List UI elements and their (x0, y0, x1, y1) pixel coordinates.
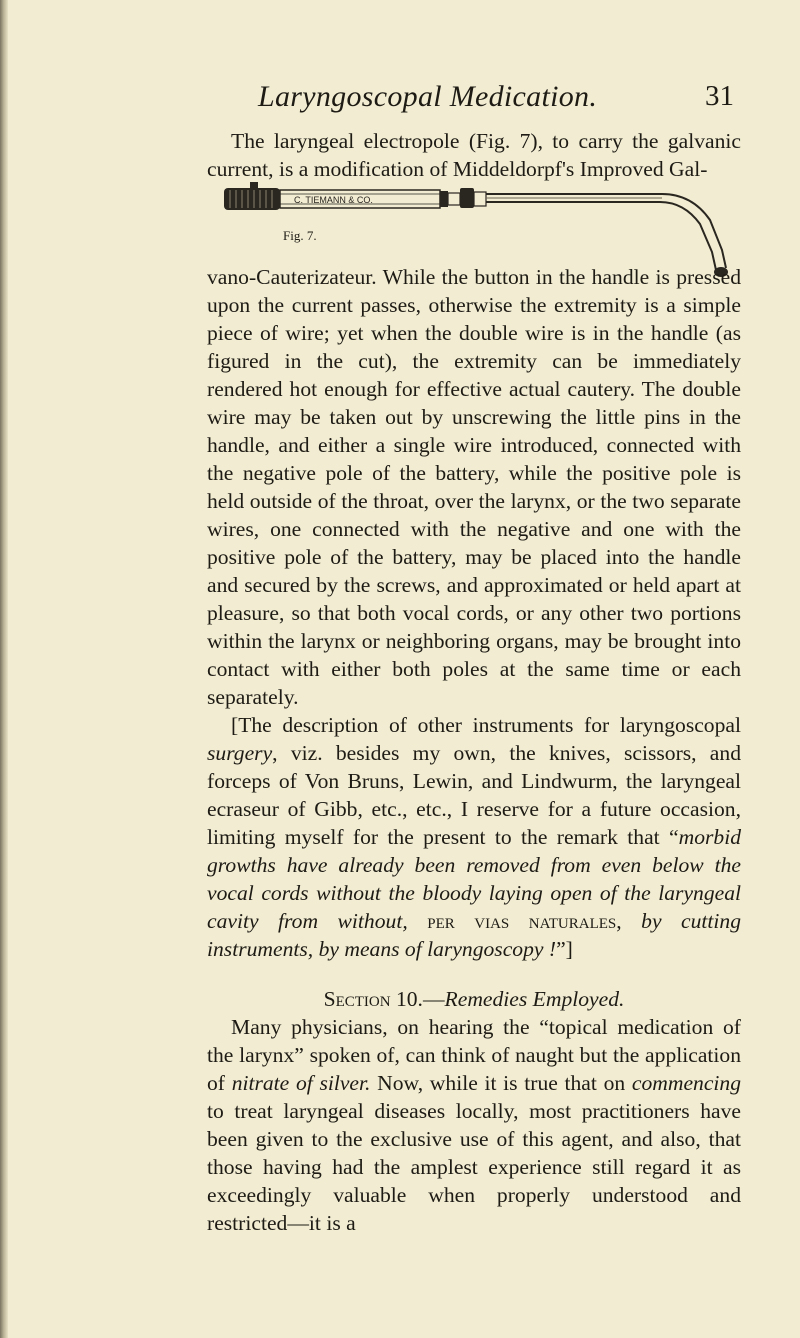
text-block-top (207, 127, 741, 183)
binding-edge (0, 0, 8, 1338)
handle-button (250, 182, 258, 189)
page-header (0, 80, 800, 120)
running-title: Laryngoscopal Medication. (258, 80, 598, 113)
section-label: Section 10. (323, 987, 423, 1011)
paragraph-intro: The laryngeal electropole (Fig. 7), to carry the galvanic current, is a modification of Middeldorpf's Improved Gal- (207, 129, 741, 181)
paragraph-cauterizateur: vano-Cauterizateur. While the button in the handle is pressed upon the current passes, otherwise the extremity is a simple piece of wire; yet when the double wire is in the handle (as figured in the cut), the extremity can be immediately rendered hot enough for effective actual cautery. The double wire may be taken out by unscrewing the little pins in the handle, and either a single wire introduced, connected with the negative pole of the battery, while the positive pole is held outside of the throat, over the larynx, or the two separate wires, one connected with the negative and one with the positive pole of the battery, may be placed into the handle and secured by the screws, and approximated or held apart at pleasure, so that both vocal cords, or any other two portions within the larynx or neighboring organs, may be brought into contact with either both poles at the same time or each separately. (207, 265, 741, 709)
paragraph-instruments: [The description of other instruments for laryngoscopal surgery, viz. besides my own, the knives, scissors, and forceps of Von Bruns, Lewin, and Lindwurm, the laryngeal ecraseur of Gibb, etc., etc., I reserve for a future occasion, limiting myself for the present to the remark that “morbid growths have already been removed from even below the vocal cords without the bloody laying open of the laryngeal cavity from without, per vias naturales, by cutting instruments, by means of laryngoscopy !”] (207, 713, 741, 961)
section-title: Remedies Employed. (444, 987, 625, 1011)
text-block-main (207, 263, 741, 1237)
wire-upper (486, 194, 726, 268)
maker-engraving: C. TIEMANN & CO. (294, 195, 373, 205)
paragraph-remedies: Many physicians, on hearing the “topical medication of the larynx” spoken of, can think of naught but the application of nitrate of silver. Now, while it is true that on commencing to treat laryngeal diseases locally, most practitioners have been given to the exclusive use of this agent, and also, that those having had the amplest experience still regard it as exceedingly valuable when properly understood and restricted—it is a (207, 1015, 742, 1235)
section-heading: Section 10.—Remedies Employed. (323, 987, 625, 1011)
page-number: 31 (705, 80, 734, 112)
wire-lower (486, 202, 716, 270)
figure-caption: Fig. 7. (283, 228, 317, 243)
